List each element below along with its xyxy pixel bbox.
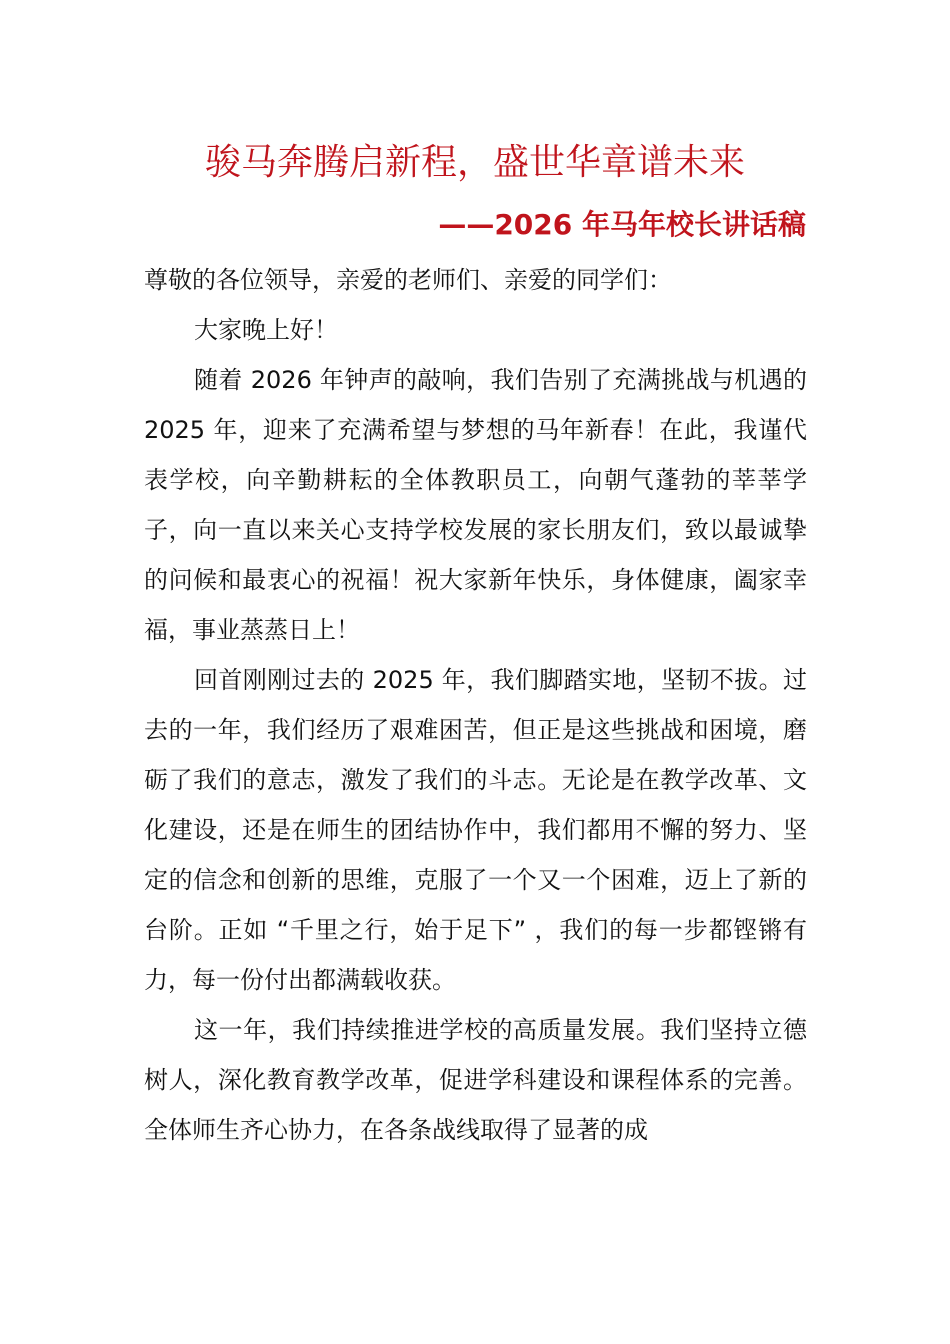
salutation: 尊敬的各位领导，亲爱的老师们、亲爱的同学们： xyxy=(144,266,672,294)
greeting-paragraph: 大家晚上好！ xyxy=(194,316,338,344)
document-subtitle: ——2026 年马年校长讲话稿 xyxy=(438,208,806,241)
document-body xyxy=(144,255,807,1155)
body-paragraph: 随着 2026 年钟声的敲响，我们告别了充满挑战与机遇的 2025 年，迎来了充满希望与梦想的马年新春！在此，我谨代表学校，向辛勤耕耘的全体教职员工，向朝气蓬勃的莘莘学子，向一直以来关心支持学校发展的家长朋友们，致以最诚挚的问候和最衷心的祝福！祝大家新年快乐，身体健康，阖家幸福，事业蒸蒸日上！ xyxy=(144,366,807,644)
body-paragraph: 这一年，我们持续推进学校的高质量发展。我们坚持立德树人，深化教育教学改革，促进学科建设和课程体系的完善。全体师生齐心协力，在各条战线取得了显著的成 xyxy=(144,1016,807,1144)
body-paragraph: 回首刚刚过去的 2025 年，我们脚踏实地，坚韧不拔。过去的一年，我们经历了艰难困苦，但正是这些挑战和困境，磨砺了我们的意志，激发了我们的斗志。无论是在教学改革、文化建设，还是在师生的团结协作中，我们都用不懈的努力、坚定的信念和创新的思维，克服了一个又一个困难，迈上了新的台阶。正如 “千里之行，始于足下” ，我们的每一步都铿锵有力，每一份付出都满载收获。 xyxy=(144,666,807,994)
document-title: 骏马奔腾启新程，盛世华章谱未来 xyxy=(204,142,745,183)
